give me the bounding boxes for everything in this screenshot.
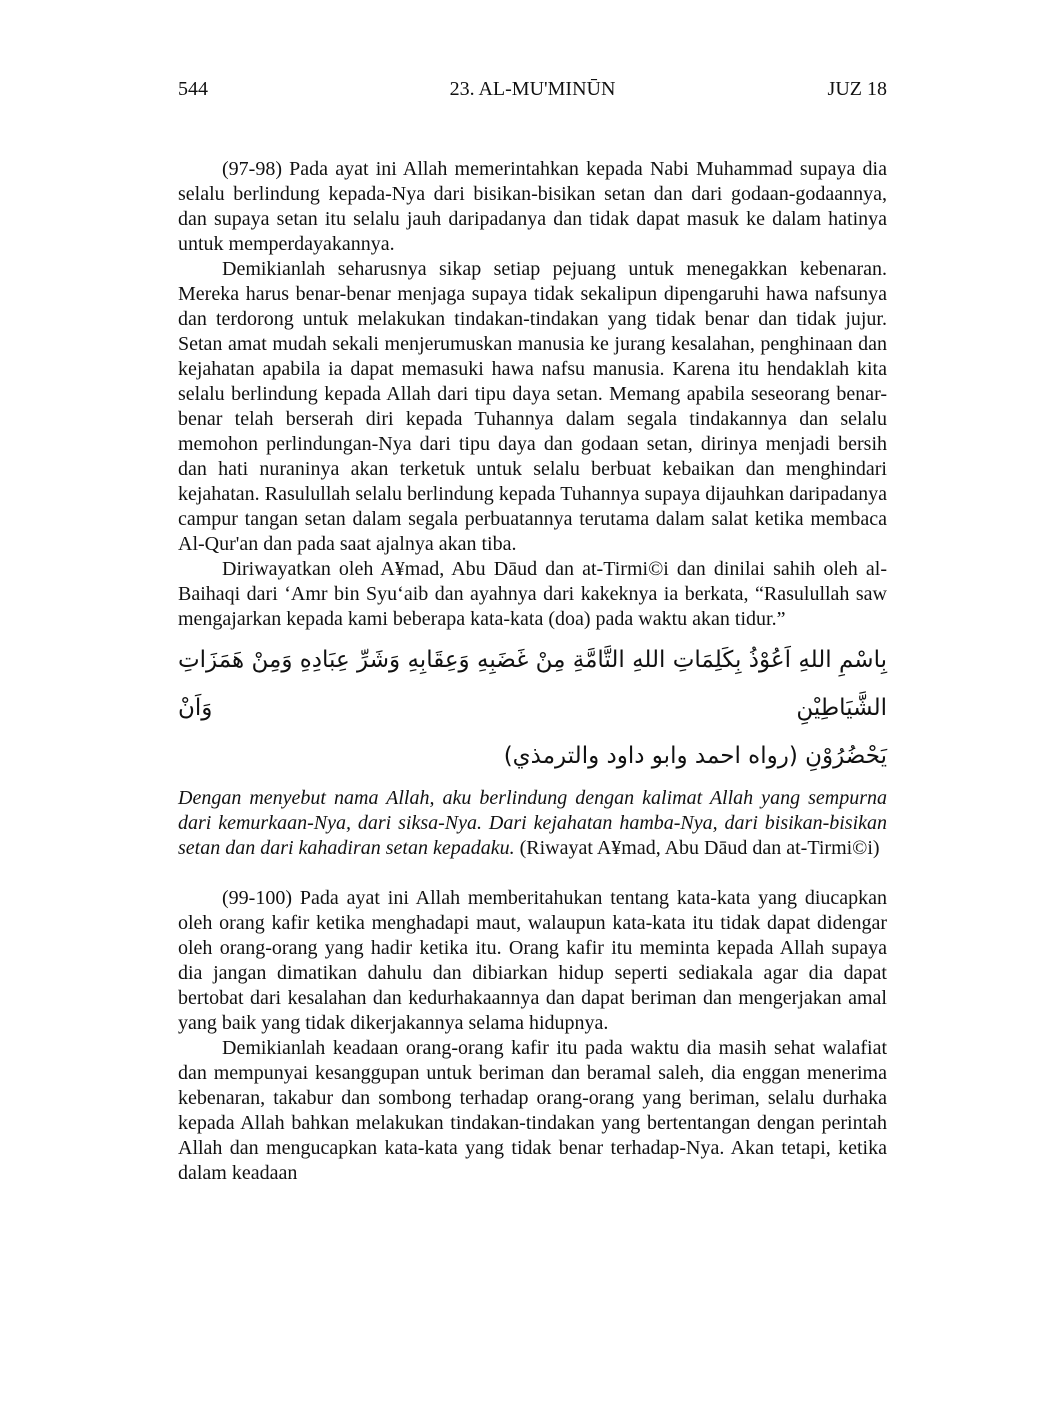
paragraph-pejuang: Demikianlah seharusnya sikap setiap pejuang untuk menegakkan kebenaran. Mereka harus benar-benar menjaga supaya tidak sekalipun dipengaruhi hawa nafsunya dan terdorong untuk melakukan tindakan-tindakan yang tidak benar dan tidak jujur. Setan amat mudah sekali menjerumuskan manusia ke jurang kesalahan, penghinaan dan kejahatan apabila ia dapat memasuki hawa nafsu manusia. Karena itu hendaklah kita selalu berlindung kepada Allah dari tipu daya setan. Memang apabila seseorang benar-benar telah berserah diri kepada Tuhannya dalam segala tindakannya dan selalu memohon perlindungan-Nya dari tipu daya dan godaan setan, dirinya menjadi bersih dan hati nuraninya akan terketuk untuk selalu berbuat kebaikan dan menghindari kejahatan. Rasulullah selalu berlindung kepada Tuhannya supaya dijauhkan daripadanya campur tangan setan dalam segala perbuatannya terutama dalam salat ketika membaca Al-Qur'an dan pada saat ajalnya akan tiba. <box>178 258 887 555</box>
page-header <box>178 76 887 102</box>
page-number: 544 <box>178 78 208 100</box>
hadith-translation-text: Dengan menyebut nama Allah, aku berlindung dengan kalimat Allah yang sempurna dari kemurkaan-Nya, dari siksa-Nya. Dari kejahatan hamba-Nya, dari bisikan-bisikan setan dan dari kahadiran setan kepadaku. <box>178 787 887 859</box>
section-gap <box>178 861 887 886</box>
page-body <box>178 157 887 1186</box>
hadith-arabic-line-2: يَحْضُرُوْنِ (رواه احمد وابو داود والترمذي) <box>503 743 887 769</box>
paragraph-kafir: Demikianlah keadaan orang-orang kafir itu pada waktu dia masih sehat walafiat dan mempunyai kesanggupan untuk beriman dan beramal saleh, dia enggan menerima kebenaran, takabur dan sombong terhadap orang-orang yang beriman, selalu durhaka kepada Allah bahkan melakukan tindakan-tindakan yang bertentangan dengan perintah Allah dan mengucapkan kata-kata yang tidak benar terhadap-Nya. Akan tetapi, ketika dalam keadaan <box>178 1037 887 1184</box>
juz-label: JUZ 18 <box>827 78 887 100</box>
paragraph-riwayat: Diriwayatkan oleh A¥mad, Abu Dāud dan at-Tirmi©i dan dinilai sahih oleh al-Baihaqi dari ‘Amr bin Syu‘aib dan ayahnya dari kakeknya ia berkata, “Rasulullah saw mengajarkan kepada kami beberapa kata-kata (doa) pada waktu akan tidur.” <box>178 558 887 630</box>
hadith-arabic <box>178 636 887 780</box>
hadith-arabic-line-1: بِاسْمِ اللهِ اَعُوْذُ بِكَلِمَاتِ اللهِ التَّامَّةِ مِنْ غَضَبِهِ وَعِقَابِهِ وَشَرِّ عِبَادِهِ وَمِنْ هَمَزَاتِ الشَّيَاطِيْنِ وَاَنْ <box>178 647 887 721</box>
paragraph-99-100: (99-100) Pada ayat ini Allah memberitahukan tentang kata-kata yang diucapkan oleh orang kafir ketika menghadapi maut, walaupun kata-kata itu tidak dapat didengar oleh orang-orang yang hadir ketika itu. Orang kafir itu meminta kepada Allah supaya dia jangan dimatikan dahulu dan dibiarkan hidup seperti sediakala agar dia dapat bertobat dari kesalahan dan kedurhakaannya dan dapat beriman dan mengerjakan amal yang baik yang tidak dikerjakannya selama hidupnya. <box>178 887 887 1034</box>
hadith-reference: (Riwayat A¥mad, Abu Dāud dan at-Tirmi©i) <box>519 837 880 859</box>
surah-title: 23. AL-MU'MINŪN <box>449 78 616 100</box>
hadith-translation <box>178 786 887 861</box>
paragraph-97-98: (97-98) Pada ayat ini Allah memerintahkan kepada Nabi Muhammad supaya dia selalu berlindung kepada-Nya dari bisikan-bisikan setan dan dari godaan-godaannya, dan supaya setan itu selalu jauh daripadanya dan tidak dapat masuk ke dalam hatinya untuk memperdayakannya. <box>178 158 887 255</box>
